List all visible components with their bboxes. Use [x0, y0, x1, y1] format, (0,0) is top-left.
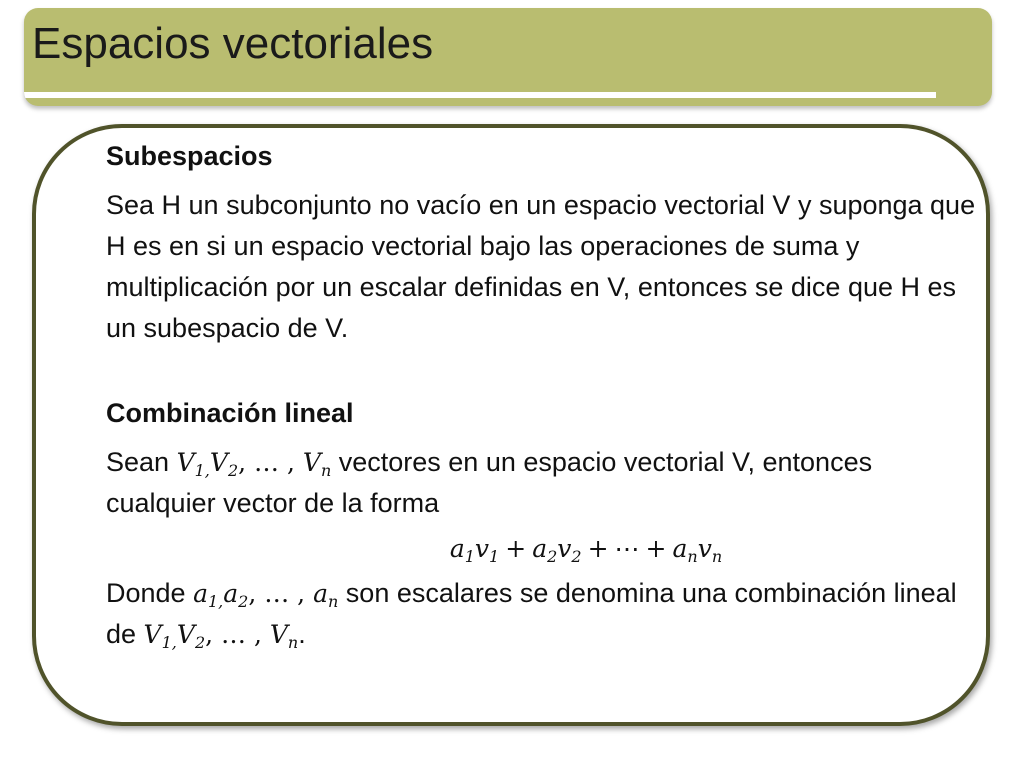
section-gap	[106, 349, 976, 393]
combinacion-intro	[106, 442, 976, 524]
subespacios-heading: Subespacios	[106, 141, 273, 171]
intro-suffix: vectores en un espacio vectorial V, entonces cualquier vector de la forma	[106, 447, 873, 518]
end-period: .	[298, 619, 306, 649]
combinacion-heading: Combinación lineal	[106, 398, 354, 428]
scalars-list: $a_{1,}a_2$, … , $a_n$	[193, 579, 339, 611]
linear-combination-formula: $a_1v_1 + a_2v_2$ + ⋯ + $a_nv_n$	[449, 534, 723, 566]
title-underline	[24, 92, 936, 98]
donde-prefix: Donde	[106, 578, 194, 608]
end-vectors-list: $V_{1,}V_2$, … , $V_n$	[143, 620, 299, 652]
combinacion-conclusion	[106, 573, 976, 655]
slide-content	[106, 136, 976, 655]
slide-title: Espacios vectoriales	[32, 19, 434, 68]
subespacios-definition: Sea H un subconjunto no vacío en un espacio vectorial V y suponga que H es en si un espacio vectorial bajo las operaciones de suma y multiplicación por un escalar definidas en V, entonces se dice que H es un subespacio de V.	[106, 190, 976, 343]
vectors-list: $V_{1,}V_2$, … , $V_n$	[176, 448, 332, 480]
title-bar	[24, 8, 992, 106]
intro-prefix: Sean	[106, 447, 177, 477]
donde-middle: son escalares se denomina una combinación lineal de	[106, 578, 957, 649]
